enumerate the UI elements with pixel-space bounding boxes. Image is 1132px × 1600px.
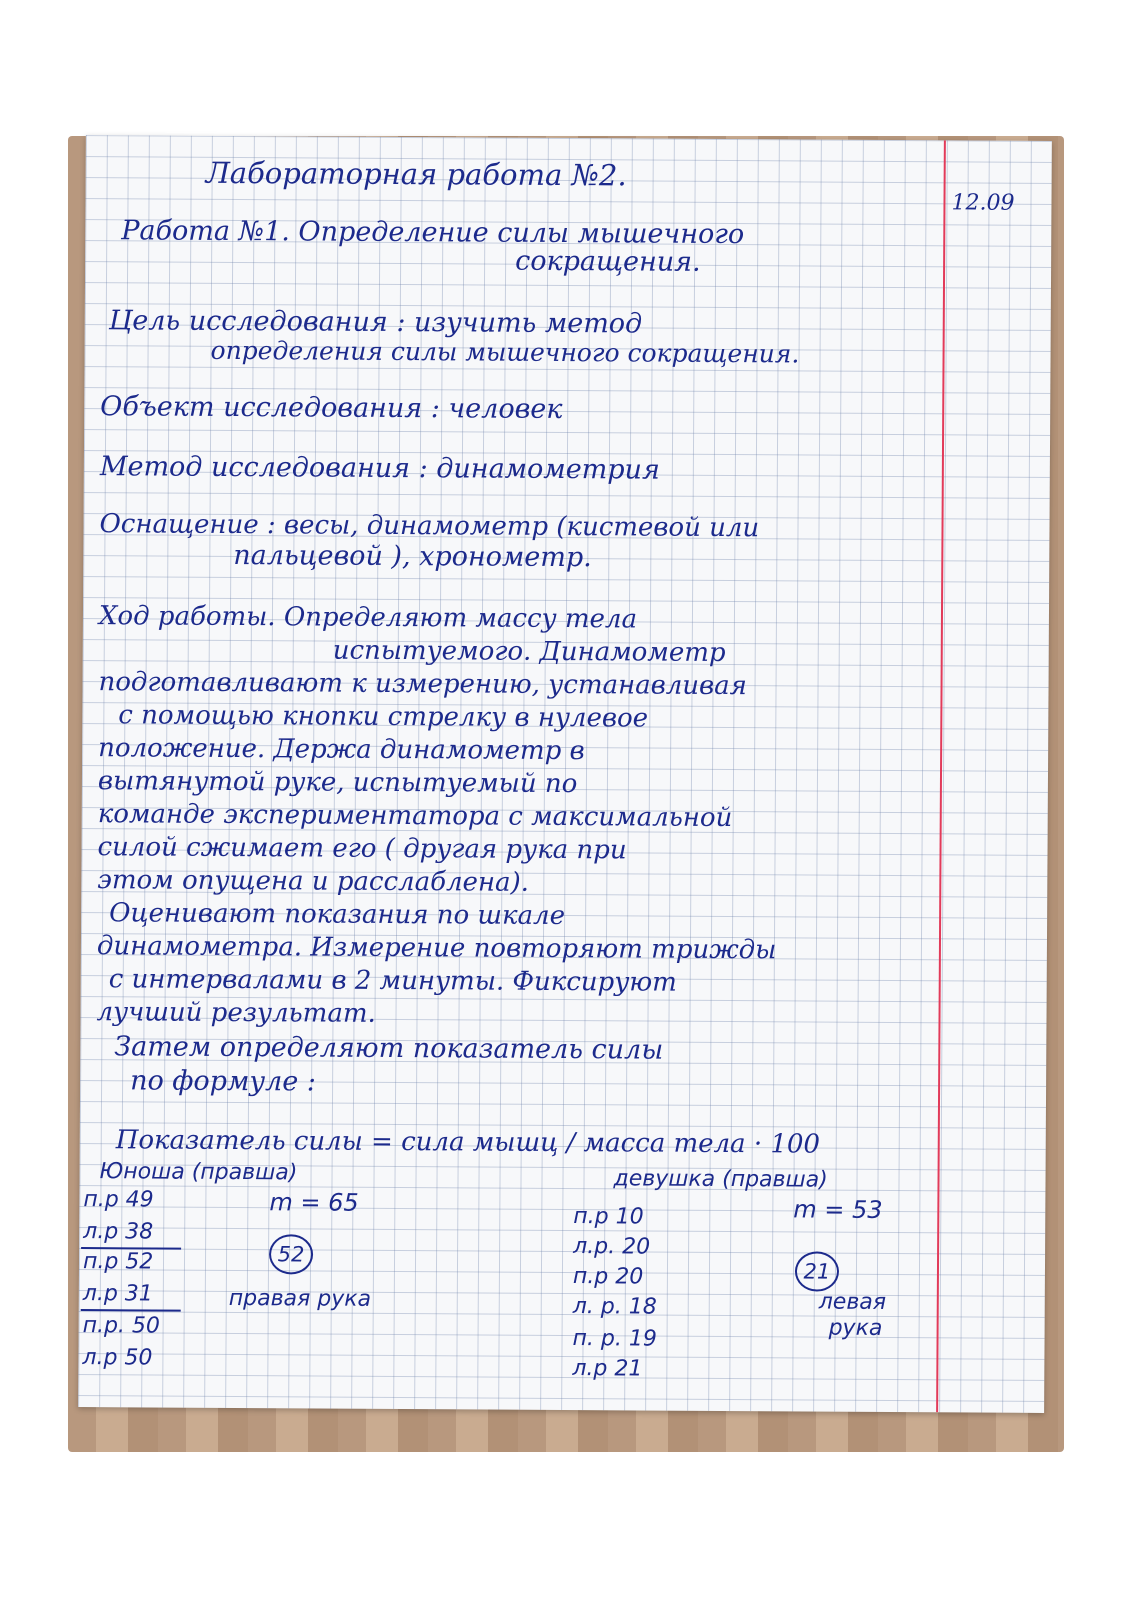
girl-mass: m = 53 [793, 1195, 883, 1224]
date: 12.09 [951, 190, 1015, 216]
girl-hand-line-2: рука [828, 1315, 883, 1341]
procedure-line: с помощью кнопки стрелку в нулевое [118, 700, 649, 734]
boy-row-2: л.р 38 [83, 1219, 154, 1245]
boy-row-1: п.р 49 [83, 1187, 154, 1213]
procedure-line: этом опущена и расслаблена). [97, 865, 530, 898]
procedure-line: силой сжимает его ( другая рука при [97, 832, 627, 866]
procedure-line: Оценивают показания по шкале [109, 898, 566, 932]
boy-hand: правая рука [228, 1285, 372, 1312]
goal-line-1: Цель исследования : изучить метод [108, 305, 643, 340]
procedure-line: команде экспериментатора с максимальной [97, 799, 733, 834]
procedure-line: Ход работы. Определяют массу тела [98, 601, 638, 635]
boy-row-4: л.р 31 [82, 1281, 153, 1307]
equipment-line-1: Оснащение : весы, динамометр (кистевой или [99, 509, 760, 544]
girl-row-6: л.р 21 [572, 1356, 643, 1382]
notebook-page [78, 135, 1052, 1413]
method-line: Метод исследования : динамометрия [99, 451, 660, 486]
girl-row-2: л.р. 20 [573, 1234, 651, 1260]
formula-intro-line-2: по формуле : [130, 1065, 317, 1098]
boy-row-6: л.р 50 [82, 1345, 153, 1371]
girl-row-4: л. р. 18 [572, 1294, 657, 1320]
boy-result-circled: 52 [269, 1234, 313, 1274]
girl-header: девушка (правша) [613, 1166, 828, 1193]
procedure-line: испытуемого. Динамометр [332, 635, 726, 668]
formula-intro-line-1: Затем определяют показатель силы [114, 1031, 664, 1066]
boy-row-5: п.р. 50 [82, 1313, 161, 1339]
boy-header: Юноша (правша) [99, 1159, 298, 1186]
work-title-line-1: Работа №1. Определение силы мышечного [121, 215, 745, 251]
girl-row-1: п.р 10 [573, 1204, 644, 1230]
object-line: Объект исследования : человек [100, 391, 563, 425]
formula: Показатель силы = сила мышц / масса тела · 100 [115, 1125, 821, 1160]
margin-line [936, 140, 946, 1412]
procedure-line: с интервалами в 2 минуты. Фиксируют [108, 964, 677, 998]
procedure-line: подготавливают к измерению, устанавливая [98, 667, 748, 702]
procedure-line: динамометра. Измерение повторяют трижды [96, 931, 777, 966]
goal-line-2: определения силы мышечного сокращения. [210, 335, 800, 369]
procedure-line: вытянутой руке, испытуемый по [97, 766, 578, 800]
girl-hand-line-1: левая [818, 1289, 887, 1315]
page-title: Лабораторная работа №2. [205, 155, 627, 193]
procedure-line: положение. Держа динамометр в [98, 733, 585, 767]
girl-row-3: п.р 20 [572, 1264, 644, 1290]
boy-row-3: п.р 52 [82, 1249, 154, 1275]
equipment-line-2: пальцевой ), хронометр. [233, 539, 592, 574]
boy-mass: m = 65 [269, 1188, 359, 1217]
girl-result-circled: 21 [795, 1251, 839, 1291]
procedure-line: лучший результат. [96, 997, 376, 1029]
boy-separator-2 [81, 1309, 181, 1312]
work-title-line-2: сокращения. [515, 245, 701, 278]
girl-row-5: п. р. 19 [572, 1326, 657, 1352]
